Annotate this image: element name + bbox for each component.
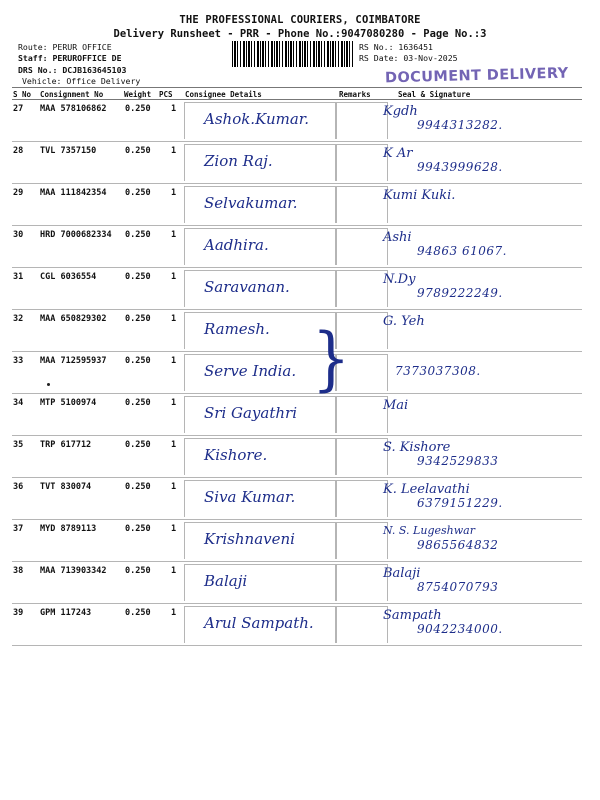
phone-number: 9042234000. — [417, 622, 503, 636]
weight-cell: 0.250 — [125, 230, 151, 240]
sno-cell: 36 — [13, 482, 24, 492]
consignee-name: Krishnaveni — [204, 530, 295, 548]
remarks-box — [336, 438, 388, 475]
sno-cell: 30 — [13, 230, 24, 240]
consignee-name: Selvakumar. — [204, 194, 298, 212]
pcs-cell: 1 — [171, 104, 177, 114]
signature: Kumi Kuki. — [383, 188, 456, 203]
pcs-cell: 1 — [171, 314, 177, 324]
remarks-box — [336, 606, 388, 643]
signature: Sampath — [383, 608, 442, 623]
table-row — [12, 100, 582, 142]
pcs-cell: 1 — [171, 272, 177, 282]
company-title: THE PROFESSIONAL COURIERS, COIMBATORE — [179, 14, 421, 26]
consignment-cell: GPM 117243 — [40, 608, 92, 618]
remarks-box — [336, 186, 388, 223]
phone-number: 9944313282. — [417, 118, 503, 132]
pcs-cell: 1 — [171, 524, 177, 534]
signature: Kgdh — [383, 104, 418, 119]
table-row — [12, 562, 582, 604]
document-delivery-stamp: DOCUMENT DELIVERY — [384, 65, 569, 87]
sno-cell: 33 — [13, 356, 24, 366]
sno-cell: 27 — [13, 104, 24, 114]
consignee-name: Zion Raj. — [204, 152, 273, 170]
row-divider — [12, 645, 582, 646]
weight-cell: 0.250 — [125, 398, 151, 408]
pcs-cell: 1 — [171, 188, 177, 198]
table-row — [12, 520, 582, 562]
pcs-cell: 1 — [171, 482, 177, 492]
consignment-cell: MAA 578106862 — [40, 104, 107, 114]
col-header-consignee: Consignee Details — [185, 90, 262, 99]
pcs-cell: 1 — [171, 440, 177, 450]
signature: Balaji — [383, 566, 421, 581]
col-header-sno: S No — [13, 90, 32, 99]
phone-number: 9789222249. — [417, 286, 503, 300]
consignee-name: Saravanan. — [204, 278, 290, 296]
consignment-cell: TVT 830074 — [40, 482, 92, 492]
weight-cell: 0.250 — [125, 272, 151, 282]
pcs-cell: 1 — [171, 146, 177, 156]
staff-info: Staff: PERUROFFICE DE — [18, 53, 122, 63]
consignment-cell: MAA 111842354 — [40, 188, 107, 198]
consignee-name: Sri Gayathri — [204, 404, 298, 422]
weight-cell: 0.250 — [125, 104, 151, 114]
signature: N.Dy — [383, 272, 416, 287]
consignee-name: Ramesh. — [204, 320, 270, 338]
signature: Mai — [383, 398, 409, 413]
consignee-name: Arul Sampath. — [204, 614, 314, 632]
consignment-cell: MYD 8789113 — [40, 524, 97, 534]
col-header-weight: Weight — [124, 90, 152, 99]
pcs-cell: 1 — [171, 356, 177, 366]
consignment-cell: MTP 5100974 — [40, 398, 97, 408]
table-row — [12, 478, 582, 520]
sno-cell: 32 — [13, 314, 24, 324]
consignee-name: Balaji — [204, 572, 248, 590]
sno-cell: 34 — [13, 398, 24, 408]
sno-cell: 28 — [13, 146, 24, 156]
sno-cell: 37 — [13, 524, 24, 534]
pcs-cell: 1 — [171, 608, 177, 618]
vehicle-info: Vehicle: Office Delivery — [22, 76, 141, 86]
consignee-name: Ashok.Kumar. — [204, 110, 310, 128]
remarks-box — [336, 270, 388, 307]
consignment-cell: MAA 712595937 — [40, 356, 107, 366]
table-row — [12, 310, 582, 352]
consignment-cell: MAA 650829302 — [40, 314, 107, 324]
table-row — [12, 268, 582, 310]
table-row — [12, 184, 582, 226]
runsheet-title: Delivery Runsheet - PRR - Phone No.:9047080280 - Page No.:3 — [113, 28, 487, 40]
remarks-box — [336, 102, 388, 139]
table-row — [12, 604, 582, 646]
table-row — [12, 352, 582, 394]
signature: S. Kishore — [383, 440, 451, 455]
remarks-box — [336, 564, 388, 601]
sno-cell: 39 — [13, 608, 24, 618]
weight-cell: 0.250 — [125, 146, 151, 156]
phone-number: 8754070793 — [417, 580, 499, 594]
weight-cell: 0.250 — [125, 482, 151, 492]
table-row — [12, 436, 582, 478]
table-row — [12, 142, 582, 184]
curly-brace-mark: } — [312, 318, 351, 400]
phone-number: 6379151229. — [417, 496, 503, 510]
phone-number: 9943999628. — [417, 160, 503, 174]
table-row — [12, 226, 582, 268]
weight-cell: 0.250 — [125, 566, 151, 576]
weight-cell: 0.250 — [125, 440, 151, 450]
remarks-box — [336, 480, 388, 517]
table-row — [12, 394, 582, 436]
weight-cell: 0.250 — [125, 524, 151, 534]
phone-number: 9342529833 — [417, 454, 499, 468]
col-header-remarks: Remarks — [339, 90, 371, 99]
drs-number: DRS No.: DCJB163645103 — [18, 65, 127, 75]
weight-cell: 0.250 — [125, 608, 151, 618]
consignee-name: Aadhira. — [204, 236, 269, 254]
consignment-cell: HRD 7000682334 — [40, 230, 112, 240]
consignment-cell: TVL 7357150 — [40, 146, 97, 156]
phone-number: 7373037308. — [395, 364, 481, 378]
weight-cell: 0.250 — [125, 188, 151, 198]
signature: N. S. Lugeshwar — [383, 524, 475, 537]
sno-cell: 35 — [13, 440, 24, 450]
remarks-box — [336, 144, 388, 181]
consignee-name: Kishore. — [204, 446, 268, 464]
table-top-border — [12, 87, 582, 88]
consignment-cell: CGL 6036554 — [40, 272, 97, 282]
sno-cell: 38 — [13, 566, 24, 576]
col-header-seal: Seal & Signature — [398, 90, 471, 99]
signature: K Ar — [383, 146, 413, 161]
sno-cell: 29 — [13, 188, 24, 198]
remarks-box — [336, 396, 388, 433]
signature: Ashi — [383, 230, 412, 245]
signature: G. Yeh — [383, 314, 425, 329]
consignee-name: Serve India. — [204, 362, 297, 380]
pcs-cell: 1 — [171, 566, 177, 576]
consignment-cell: TRP 617712 — [40, 440, 92, 450]
rs-number: RS No.: 1636451 — [359, 42, 433, 52]
phone-number: 9865564832 — [417, 538, 499, 552]
rs-date: RS Date: 03-Nov-2025 — [359, 53, 458, 63]
consignee-name: Siva Kumar. — [204, 488, 296, 506]
remarks-box — [336, 228, 388, 265]
signature: K. Leelavathi — [383, 482, 470, 497]
consignment-cell: MAA 713903342 — [40, 566, 107, 576]
pcs-cell: 1 — [171, 398, 177, 408]
barcode — [232, 41, 354, 67]
col-header-consignment: Consignment No — [40, 90, 104, 99]
weight-cell: 0.250 — [125, 314, 151, 324]
ink-dot — [47, 383, 50, 386]
col-header-pcs: PCS — [159, 90, 173, 99]
route-info: Route: PERUR OFFICE — [18, 42, 112, 52]
phone-number: 94863 61067. — [417, 244, 507, 258]
pcs-cell: 1 — [171, 230, 177, 240]
sno-cell: 31 — [13, 272, 24, 282]
weight-cell: 0.250 — [125, 356, 151, 366]
remarks-box — [336, 522, 388, 559]
